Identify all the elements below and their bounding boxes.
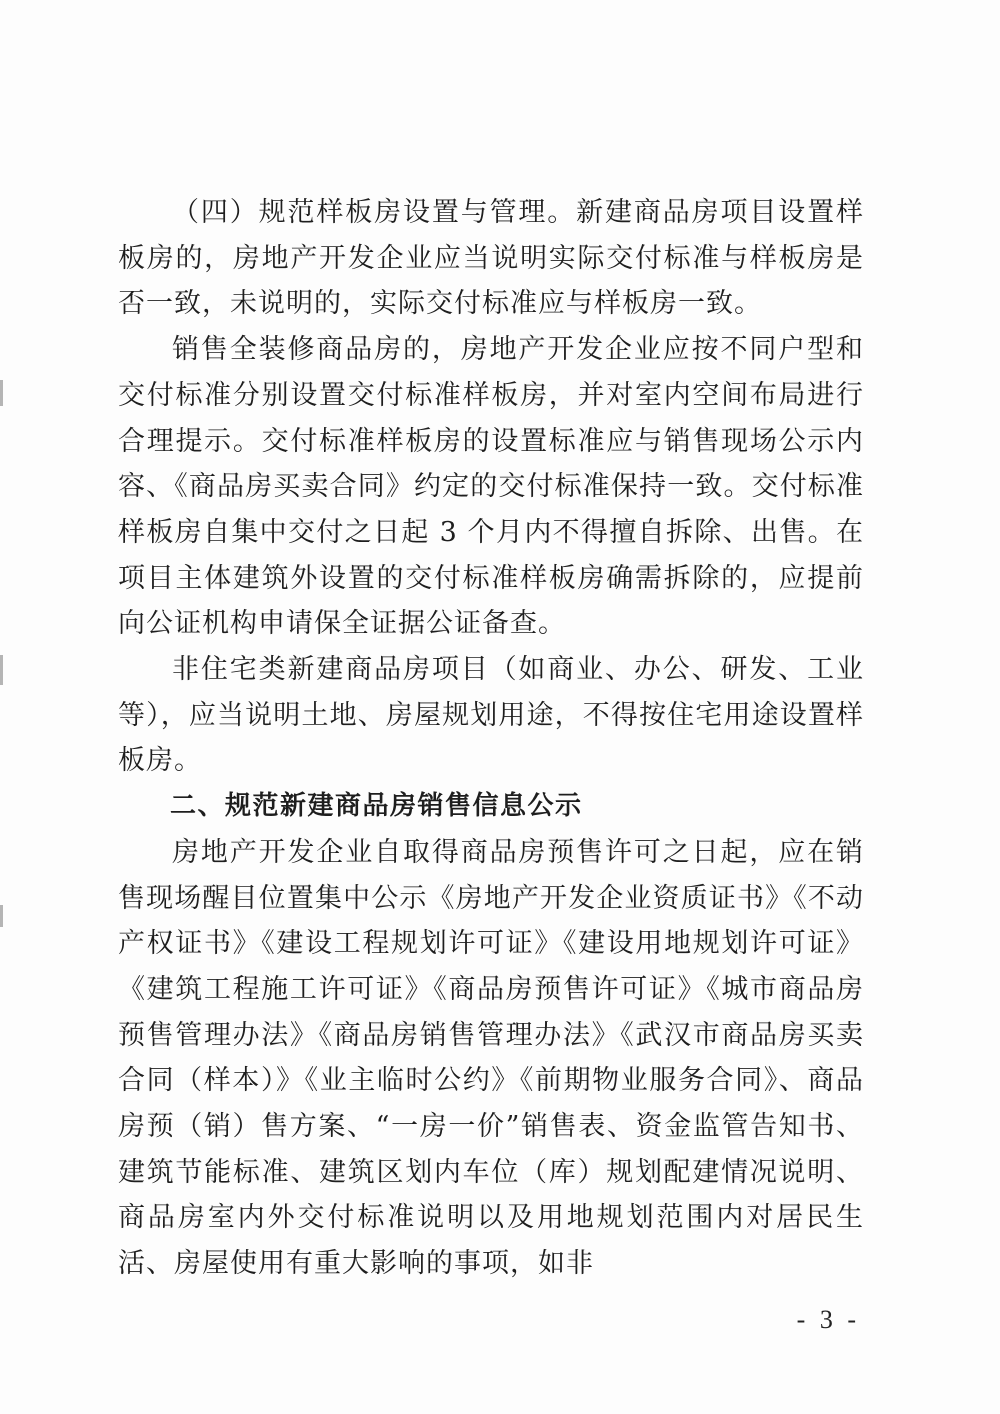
scan-edge-mark <box>0 655 3 685</box>
paragraph-sample-room-rules: （四）规范样板房设置与管理。新建商品房项目设置样板房的，房地产开发企业应当说明实际交付标准与样板房是否一致，未说明的，实际交付标准应与样板房一致。 <box>118 197 864 320</box>
paragraph-sales-info-disclosure: 房地产开发企业自取得商品房预售许可之日起，应在销售现场醒目位置集中公示《房地产开发企业资质证书》《不动产权证书》《建设工程规划许可证》《建设用地规划许可证》《建筑工程施工许可证》《商品房预售许可证》《城市商品房预售管理办法》《商品房销售管理办法》《武汉市商品房买卖合同（样本）》《业主临时公约》《前期物业服务合同》、商品房预（销）售方案、“一房一价”销售表、资金监管告知书、建筑节能标准、建筑区划内车位（库）规划配建情况说明、商品房室内外交付标准说明以及用地规划范围内对居民生活、房屋使用有重大影响的事项，如非 <box>118 836 864 1280</box>
scan-edge-mark <box>0 905 3 927</box>
paragraph-fully-decorated-sales: 销售全装修商品房的，房地产开发企业应按不同户型和交付标准分别设置交付标准样板房，并对室内空间布局进行合理提示。交付标准样板房的设置标准应与销售现场公示内容、《商品房买卖合同》约定的交付标准保持一致。交付标准样板房自集中交付之日起 3 个月内不得擅自拆除、出售。在项目主体建筑外设置的交付标准样板房确需拆除的，应提前向公证机构申请保全证据公证备查。 <box>118 334 864 640</box>
document-body <box>118 190 864 1287</box>
page-number: - 3 - <box>796 1305 860 1334</box>
scan-edge-mark <box>0 380 3 406</box>
paragraph-non-residential: 非住宅类新建商品房项目（如商业、办公、研发、工业等），应当说明土地、房屋规划用途，不得按住宅用途设置样板房。 <box>118 654 864 777</box>
section-heading: 二、规范新建商品房销售信息公示 <box>170 791 583 822</box>
